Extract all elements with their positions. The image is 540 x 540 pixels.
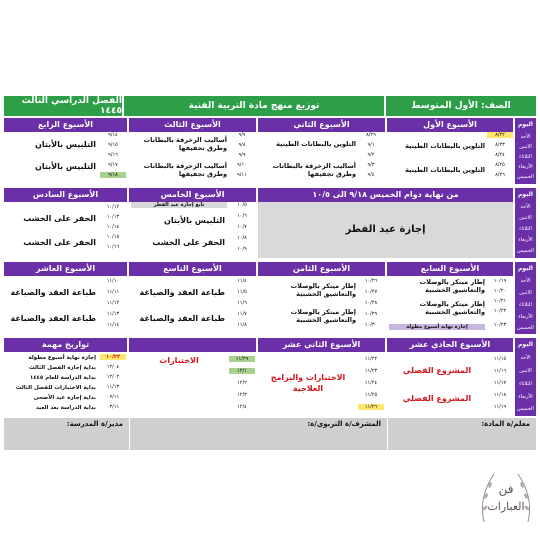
date-cell: ١٠/٢٩ (364, 311, 378, 317)
date-cell: ١١/٢٤ (364, 380, 378, 386)
header-grade (386, 96, 536, 116)
week-7-body (387, 276, 513, 334)
date-cell: ٩/١٥ (108, 142, 118, 148)
date-cell: ٨/٢٩ (366, 132, 376, 138)
day-label: الأحد (520, 355, 531, 361)
eid-note: من نهاية دوام الخميس ٩/١٨ الى ١٠/٥ (258, 188, 513, 202)
week-3-dates (229, 132, 255, 178)
date-cell: ٩/٩ (238, 152, 246, 158)
week-7-dates (487, 278, 513, 328)
important-row (4, 404, 127, 413)
important-row (4, 354, 127, 363)
lesson-text: إطار ميتكر بالوصلات والتعاشيق الخشبية (290, 282, 356, 298)
day-label: الثلاثاء (519, 154, 532, 160)
lesson-text: أساليب الزخرفة بالبطانات وطرق تجفيفها (143, 162, 227, 178)
lesson-text: المشروع الفصلي (402, 366, 472, 375)
date-cell: ١٠/١٦ (106, 244, 120, 250)
lesson-text: التلوين بالبطانات الطينية (276, 140, 356, 148)
date-cell: ١٠/٨ (237, 235, 247, 241)
date-cell: ١٠/١٢ (106, 204, 120, 210)
date-cell: ١٠/٢٠ (493, 288, 507, 294)
lesson-text: التلوين بالبطانات الطينية (405, 142, 485, 150)
lesson-text: المشروع الفصلي (402, 394, 472, 403)
date-cell: ١١/٤ (237, 278, 247, 284)
watermark-text: فن (498, 482, 514, 496)
lesson-text: طباعة العقد والصباغة (10, 288, 96, 297)
date-cell: ١١/٢٦ (358, 404, 384, 410)
date-cell: ٩/١٦ (108, 152, 118, 158)
date-cell: ١٠/١٩ (493, 278, 507, 284)
long-weekend-note: إجازة نهاية أسبوع مطولة (389, 324, 485, 330)
week-10-body (4, 276, 127, 334)
week-13-dates (229, 356, 255, 410)
date-cell: ١١/٥ (237, 289, 247, 295)
schedule-sheet (4, 96, 536, 450)
day-label: الخميس (517, 406, 534, 412)
date-cell: ٩/١٤ (108, 132, 118, 138)
week-8-dates (358, 278, 384, 328)
lesson-text: طباعة العقد والصباغة (139, 288, 225, 297)
important-row (4, 374, 127, 383)
important-text: بداية إجازة الفصل الثالث (29, 365, 96, 371)
lesson-text: الحفر على الخشب (23, 238, 96, 247)
lesson-text: أساليب الزخرفة بالبطانات وطرق تجفيفها (143, 136, 227, 152)
day-column-row3 (515, 262, 536, 334)
date-cell: ١١/١٧ (493, 380, 507, 386)
week-6-body (4, 202, 127, 258)
date-cell: ١٠/١٤ (106, 224, 120, 230)
laurel-icon (474, 462, 538, 534)
day-label: الثلاثاء (519, 226, 532, 232)
important-row (4, 394, 127, 403)
week-11-body (387, 352, 513, 416)
header-term (4, 96, 122, 116)
watermark-text: العبارات (487, 500, 525, 513)
date-cell: ١١/٢٢ (364, 356, 378, 362)
week-2-dates (358, 132, 384, 178)
date-cell: ١١/٢٣ (364, 368, 378, 374)
important-text: إجازة نهاية أسبوع مطولة (28, 355, 96, 361)
header-title (124, 96, 384, 116)
date-cell: ١١/١٩ (493, 404, 507, 410)
date-cell: ١٠/١٣ (106, 214, 120, 220)
date-cell: ٩/٨ (238, 142, 246, 148)
week-11-dates (487, 356, 513, 410)
date-cell: ٩/١٧ (108, 162, 118, 168)
day-label: الاثنين (519, 368, 532, 374)
date-cell: ٨/٢٤ (495, 152, 505, 158)
week-6-header: الأسبوع السادس (4, 188, 127, 202)
week-8-body (258, 276, 385, 334)
date-cell: ٨/٢٢ (487, 132, 513, 138)
watermark-logo (474, 462, 538, 534)
lesson-text: إطار ميتكر بالوصلات والتعاشيق الخشبية (290, 308, 356, 324)
day-column-row2 (515, 188, 536, 258)
week-4-header: الأسبوع الرابع (4, 118, 127, 132)
page-title: توزيع منهج مادة التربية الفنية (188, 101, 320, 111)
week-4-body (4, 132, 127, 184)
lesson-text: إطار ميتكر بالوصلات والتعاشيق الخشبية (419, 300, 485, 316)
date-cell: ٨/٢٦ (495, 172, 505, 178)
date-cell: ١٢/٢ (237, 380, 247, 386)
day-label: الاثنين (519, 144, 532, 150)
week-12-header: الأسبوع الثاني عشر (258, 338, 385, 352)
date-cell: ١١/١٠ (106, 278, 120, 284)
date-cell: ٩/٤ (367, 172, 375, 178)
date-cell: ١٢/٣ (237, 392, 247, 398)
week-7-header: الأسبوع السابع (387, 262, 513, 276)
important-date: ١٢/٠٤ (106, 364, 120, 370)
lesson-text: الحفر على الخشب (152, 238, 225, 247)
lesson-text: التلبيس بالأبتان (35, 162, 96, 171)
lesson-text: أساليب الزخرفة بالبطانات وطرق تجفيفها (272, 162, 356, 178)
important-row (4, 364, 127, 373)
week-5-body (129, 202, 256, 258)
important-text: بداية الدراسة للعام ١٤٤٥ (29, 375, 96, 381)
lesson-text: طباعة العقد والصباغة (10, 314, 96, 323)
date-cell: ١٠/٩ (237, 246, 247, 252)
day-label: الخميس (517, 174, 534, 180)
date-cell: ١٠/١٥ (106, 234, 120, 240)
eid-body (258, 202, 513, 258)
week-9-header: الأسبوع التاسع (129, 262, 256, 276)
week-10-dates (100, 278, 126, 328)
important-text: بداية إجازة عيد الأضحى (33, 395, 96, 401)
week-1-dates (487, 132, 513, 178)
day-label: الثلاثاء (519, 381, 532, 387)
lesson-text: الحفر على الخشب (23, 214, 96, 223)
supervisor-label: المشرف/ة التربوي/ة: (307, 420, 381, 428)
week-10-header: الأسبوع العاشر (4, 262, 127, 276)
date-cell: ٩/١٠ (237, 162, 247, 168)
day-label: اليوم (518, 191, 533, 198)
week-5-header: الأسبوع الخامس (129, 188, 256, 202)
grade-label: الصف: الأول المتوسط (411, 101, 511, 111)
date-cell: ١١/١٨ (493, 392, 507, 398)
date-cell: ١١/٨ (237, 322, 247, 328)
date-cell: ٩/٣ (367, 162, 375, 168)
important-dates-body (4, 352, 127, 416)
lesson-text: التلوين بالبطانات الطينية (405, 166, 485, 174)
teacher-label: معلم/ة المادة: (481, 420, 530, 428)
day-label: الأربعاء (518, 314, 533, 320)
day-label: الأحد (520, 278, 531, 284)
date-cell: ٩/٧ (238, 132, 246, 138)
day-label: الخميس (517, 325, 534, 331)
important-dates-header: تواريخ مهمة (4, 338, 127, 352)
date-cell: ١١/٢٩ (229, 356, 255, 362)
date-cell: ٨/٢٥ (495, 162, 505, 168)
date-cell: ١١/١٣ (106, 311, 120, 317)
date-cell: ١٠/٢٧ (364, 289, 378, 295)
important-text: بداية الدراسة بعد العيد (35, 405, 96, 411)
footer-supervisor (129, 418, 387, 450)
date-cell: ١١/١٦ (493, 368, 507, 374)
week-13-body (129, 352, 256, 416)
day-column-row1 (515, 118, 536, 184)
footer-principal (4, 418, 129, 450)
term-label: الفصل الدراسي الثالث ١٤٤٥ (21, 96, 122, 116)
date-cell: ١٠/٧ (237, 224, 247, 230)
week-1-header: الأسبوع الأول (387, 118, 513, 132)
lesson-text: التلبيس بالأبتان (35, 140, 96, 149)
date-cell: ٩/٢ (367, 152, 375, 158)
day-label: الأحد (520, 134, 531, 140)
day-label: الأحد (520, 204, 531, 210)
day-label: الاثنين (519, 215, 532, 221)
day-label: الأربعاء (518, 394, 533, 400)
week-3-header: الأسبوع الثالث (129, 118, 256, 132)
week-8-header: الأسبوع الثامن (258, 262, 385, 276)
date-cell: ٩/١٨ (100, 172, 126, 178)
day-label: الأربعاء (518, 164, 533, 170)
week-2-body (258, 132, 385, 184)
important-text: بداية الاختبارات للفصل الثالث (15, 385, 96, 391)
day-label: اليوم (518, 265, 533, 272)
date-cell: ١٠/٥ (237, 202, 247, 208)
date-cell: ١٠/٢٣ (493, 322, 507, 328)
week-3-body (129, 132, 256, 184)
week-13-header (129, 338, 256, 352)
date-cell: ١٠/٢٢ (493, 308, 507, 314)
important-row (4, 384, 127, 393)
day-label: الثلاثاء (519, 302, 532, 308)
week-9-body (129, 276, 256, 334)
day-column-row4 (515, 338, 536, 416)
date-cell: ١٠/٢٨ (364, 300, 378, 306)
week-12-dates (358, 356, 384, 410)
lesson-text: طباعة العقد والصباغة (139, 314, 225, 323)
footer-bar (4, 418, 536, 450)
date-cell: ١٢/١ (229, 368, 255, 374)
date-cell: ١٠/٢٦ (364, 278, 378, 284)
important-date: ٠٣/١١ (106, 404, 120, 410)
date-cell: ١١/٦ (237, 300, 247, 306)
lesson-text: إطار ميتكر بالوصلات والتعاشيق الخشبية (419, 278, 485, 294)
important-date: ١٠/٢٣ (100, 354, 126, 360)
important-date: ٠٧/١١ (106, 394, 120, 400)
week-2-header: الأسبوع الثاني (258, 118, 385, 132)
lesson-text: الاختبارات (159, 356, 199, 365)
day-label: اليوم (518, 341, 533, 348)
week-9-dates (229, 278, 255, 328)
lesson-text: التلبيس بالأبتان (164, 216, 225, 225)
date-cell: ١٠/٣٠ (364, 322, 378, 328)
day-label: اليوم (518, 121, 533, 128)
day-label: الأربعاء (518, 237, 533, 243)
week-1-body (387, 132, 513, 184)
footer-teacher (387, 418, 536, 450)
date-cell: ١٢/٤ (237, 404, 247, 410)
week-6-dates (100, 204, 126, 250)
day-label: الاثنين (519, 290, 532, 296)
date-cell: ٩/١١ (237, 172, 247, 178)
principal-label: مدير/ة المدرسة: (66, 420, 123, 428)
eid-continued-note: تابع إجازة عيد الفطر (131, 202, 227, 208)
date-cell: ١١/٧ (237, 311, 247, 317)
date-cell: ٩/١ (367, 142, 375, 148)
date-cell: ١٠/٢١ (493, 298, 507, 304)
date-cell: ١١/١١ (106, 289, 120, 295)
date-cell: ١١/١٤ (106, 322, 120, 328)
date-cell: ١١/١٥ (493, 356, 507, 362)
date-cell: ٨/٢٣ (495, 142, 505, 148)
important-date: ١٢/٠٢ (106, 374, 120, 380)
day-label: الخميس (517, 248, 534, 254)
eid-label: إجازة عيد الفطر (345, 224, 426, 235)
week-4-dates (100, 132, 126, 178)
date-cell: ١١/١٢ (106, 300, 120, 306)
lesson-text: الاختبارات والبرامج العلاجية (270, 373, 346, 393)
week-11-header: الأسبوع الحادي عشر (387, 338, 513, 352)
week-12-body (258, 352, 385, 416)
date-cell: ١٠/٦ (237, 213, 247, 219)
date-cell: ١١/٢٥ (364, 392, 378, 398)
week-5-dates (229, 202, 255, 252)
important-date: ١١/١٣ (106, 384, 120, 390)
